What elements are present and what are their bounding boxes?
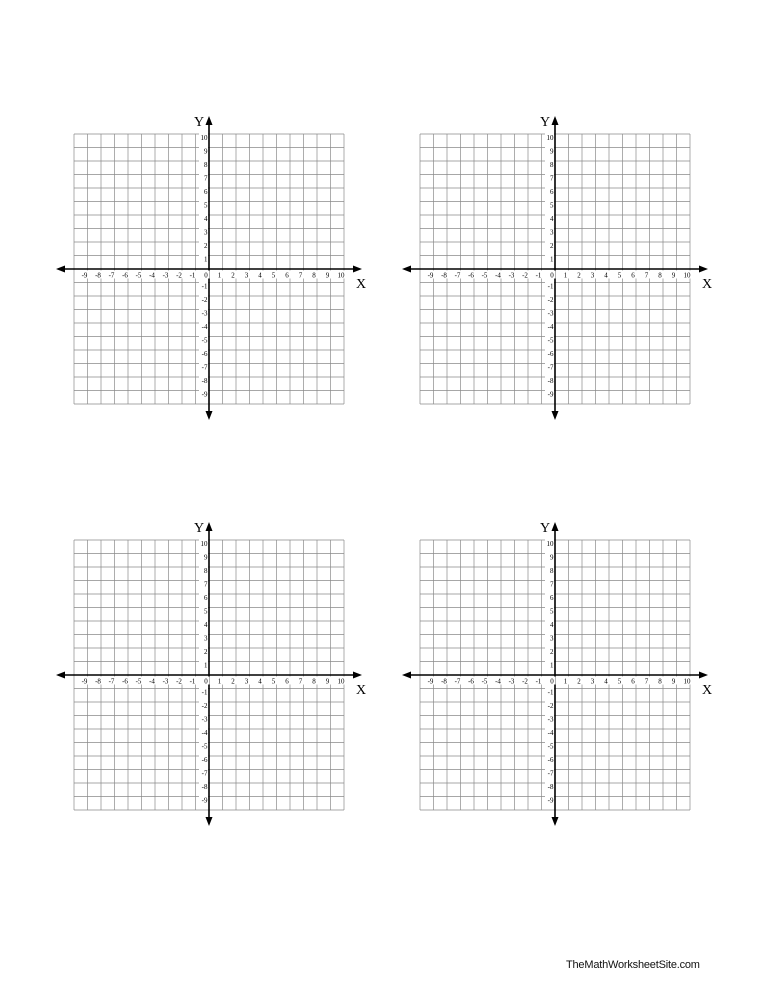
x-tick-label: 0	[550, 677, 554, 686]
x-tick-label: 5	[617, 271, 622, 280]
x-axis-label: X	[702, 683, 713, 698]
x-tick-label: 8	[658, 271, 662, 280]
y-tick-label: 10	[200, 540, 208, 548]
coordinate-grid-3	[56, 521, 366, 826]
y-tick-label: -3	[547, 715, 554, 724]
coordinate-grid-2	[402, 115, 712, 420]
x-axis-label: X	[356, 683, 367, 698]
x-tick-label: 2	[231, 677, 235, 686]
x-tick-label: -8	[95, 677, 101, 686]
y-tick-label: -4	[201, 729, 208, 737]
y-tick-label: -6	[201, 350, 208, 358]
x-tick-label: 8	[312, 677, 316, 686]
x-tick-label: 1	[217, 677, 222, 686]
y-tick-label: 5	[550, 201, 554, 210]
y-tick-label: 2	[550, 648, 554, 656]
x-tick-label: 1	[563, 677, 568, 686]
y-tick-label: 9	[204, 147, 208, 156]
x-tick-label: -2	[522, 271, 528, 280]
x-tick-label: -8	[441, 271, 447, 280]
y-tick-label: -6	[201, 756, 208, 764]
y-tick-label: 4	[204, 215, 208, 223]
x-tick-label: -7	[454, 271, 461, 280]
x-axis-left-arrow-icon	[56, 672, 65, 679]
y-tick-label: 1	[204, 255, 208, 264]
y-tick-label: 2	[204, 242, 208, 250]
x-tick-label: 4	[258, 271, 262, 280]
y-tick-label: 8	[204, 567, 208, 575]
x-tick-label: 4	[258, 677, 262, 686]
y-tick-label: -3	[201, 715, 208, 724]
x-tick-label: -9	[427, 677, 434, 686]
y-tick-label: 1	[550, 661, 554, 670]
y-tick-label: -1	[201, 688, 208, 697]
y-tick-label: -9	[547, 796, 554, 805]
x-axis-right-arrow-icon	[353, 672, 362, 679]
y-tick-label: 10	[200, 134, 208, 142]
y-tick-label: 3	[204, 634, 208, 643]
y-tick-label: 1	[550, 255, 554, 264]
y-tick-label: 9	[550, 553, 554, 562]
x-axis-left-arrow-icon	[402, 266, 411, 273]
y-axis-label: Y	[540, 115, 551, 130]
x-axis-label: X	[702, 277, 713, 292]
x-tick-label: -5	[481, 677, 488, 686]
y-tick-label: -2	[201, 296, 208, 304]
x-tick-label: -1	[189, 677, 196, 686]
y-tick-label: 1	[204, 661, 208, 670]
x-tick-label: 7	[644, 271, 649, 280]
y-tick-label: 5	[204, 201, 208, 210]
y-axis-up-arrow-icon	[552, 116, 559, 125]
x-axis-label: X	[356, 277, 367, 292]
y-tick-label: 6	[550, 188, 554, 196]
y-tick-label: -8	[201, 377, 208, 385]
y-tick-label: -9	[547, 390, 554, 399]
footer-credit: TheMathWorksheetSite.com	[566, 959, 700, 971]
y-tick-label: -2	[201, 702, 208, 710]
x-tick-label: -4	[495, 271, 501, 280]
y-tick-label: -3	[201, 309, 208, 318]
x-tick-label: -9	[81, 677, 88, 686]
x-tick-label: 8	[658, 677, 662, 686]
x-tick-label: 1	[217, 271, 222, 280]
x-tick-label: -7	[108, 271, 115, 280]
x-tick-label: -4	[495, 677, 501, 686]
y-tick-label: -8	[547, 377, 554, 385]
x-axis-right-arrow-icon	[699, 672, 708, 679]
y-axis-label: Y	[194, 115, 205, 130]
x-tick-label: -3	[162, 677, 169, 686]
y-tick-label: 9	[204, 553, 208, 562]
x-tick-label: -4	[149, 677, 155, 686]
x-tick-label: -3	[508, 677, 515, 686]
y-tick-label: 9	[550, 147, 554, 156]
y-tick-label: -5	[547, 336, 554, 345]
x-axis-right-arrow-icon	[353, 266, 362, 273]
y-tick-label: -9	[201, 390, 208, 399]
x-tick-label: 4	[604, 677, 608, 686]
x-tick-label: 9	[671, 271, 676, 280]
y-tick-label: 3	[204, 228, 208, 237]
x-tick-label: -8	[95, 271, 101, 280]
x-tick-label: 2	[577, 271, 581, 280]
y-tick-label: 6	[550, 594, 554, 602]
x-tick-label: 2	[231, 271, 235, 280]
y-tick-label: 7	[550, 174, 554, 183]
x-tick-label: 9	[325, 271, 330, 280]
y-tick-label: -4	[201, 323, 208, 331]
y-tick-label: -3	[547, 309, 554, 318]
y-axis-down-arrow-icon	[206, 817, 213, 826]
y-tick-label: 5	[204, 607, 208, 616]
y-tick-label: -5	[201, 336, 208, 345]
coordinate-grid-4	[402, 521, 712, 826]
x-tick-label: -5	[135, 271, 142, 280]
x-tick-label: 0	[204, 271, 208, 280]
y-tick-label: 6	[204, 188, 208, 196]
y-tick-label: -9	[201, 796, 208, 805]
y-axis-down-arrow-icon	[552, 411, 559, 420]
y-tick-label: 6	[204, 594, 208, 602]
x-tick-label: 3	[590, 271, 595, 280]
y-tick-label: -5	[201, 742, 208, 751]
x-tick-label: 4	[604, 271, 608, 280]
y-tick-label: -6	[547, 756, 554, 764]
x-tick-label: 8	[312, 271, 316, 280]
x-tick-label: 5	[271, 677, 276, 686]
x-tick-label: 7	[298, 677, 303, 686]
x-tick-label: 0	[550, 271, 554, 280]
x-tick-label: -3	[162, 271, 169, 280]
y-tick-label: 7	[550, 580, 554, 589]
x-tick-label: 10	[337, 677, 345, 686]
y-tick-label: -4	[547, 729, 554, 737]
y-tick-label: 4	[550, 215, 554, 223]
coordinate-grid-1	[56, 115, 366, 420]
y-tick-label: -7	[201, 363, 208, 372]
x-tick-label: -7	[108, 677, 115, 686]
x-axis-right-arrow-icon	[699, 266, 708, 273]
x-tick-label: 3	[244, 271, 249, 280]
x-tick-label: 0	[204, 677, 208, 686]
x-tick-label: -6	[122, 271, 128, 280]
x-axis-left-arrow-icon	[56, 266, 65, 273]
x-tick-label: 6	[285, 271, 289, 280]
y-axis-up-arrow-icon	[206, 116, 213, 125]
x-tick-label: -6	[122, 677, 128, 686]
x-tick-label: -6	[468, 677, 474, 686]
y-tick-label: -1	[201, 282, 208, 291]
x-tick-label: -3	[508, 271, 515, 280]
x-tick-label: 6	[631, 271, 635, 280]
y-tick-label: -7	[547, 363, 554, 372]
y-tick-label: -6	[547, 350, 554, 358]
x-tick-label: -1	[189, 271, 196, 280]
x-tick-label: 10	[683, 271, 691, 280]
x-tick-label: 5	[271, 271, 276, 280]
x-tick-label: -1	[535, 271, 542, 280]
x-tick-label: -2	[176, 677, 182, 686]
x-tick-label: -2	[176, 271, 182, 280]
y-tick-label: 5	[550, 607, 554, 616]
x-tick-label: 7	[644, 677, 649, 686]
x-tick-label: -5	[481, 271, 488, 280]
x-tick-label: 6	[631, 677, 635, 686]
y-tick-label: 8	[550, 161, 554, 169]
y-tick-label: -7	[201, 769, 208, 778]
y-tick-label: -2	[547, 296, 554, 304]
y-axis-down-arrow-icon	[552, 817, 559, 826]
x-tick-label: 6	[285, 677, 289, 686]
y-tick-label: -5	[547, 742, 554, 751]
y-tick-label: -8	[547, 783, 554, 791]
x-tick-label: -7	[454, 677, 461, 686]
y-tick-label: 8	[204, 161, 208, 169]
x-axis-left-arrow-icon	[402, 672, 411, 679]
x-tick-label: 10	[337, 271, 345, 280]
x-tick-label: 3	[590, 677, 595, 686]
y-tick-label: 3	[550, 228, 554, 237]
x-tick-label: -1	[535, 677, 542, 686]
y-tick-label: -1	[547, 282, 554, 291]
y-tick-label: -1	[547, 688, 554, 697]
y-tick-label: 10	[546, 540, 554, 548]
x-tick-label: -9	[427, 271, 434, 280]
y-tick-label: -4	[547, 323, 554, 331]
y-axis-label: Y	[540, 521, 551, 536]
x-tick-label: 9	[671, 677, 676, 686]
x-tick-label: -9	[81, 271, 88, 280]
x-tick-label: 1	[563, 271, 568, 280]
y-tick-label: -8	[201, 783, 208, 791]
y-axis-down-arrow-icon	[206, 411, 213, 420]
x-tick-label: 7	[298, 271, 303, 280]
x-tick-label: 3	[244, 677, 249, 686]
y-tick-label: 8	[550, 567, 554, 575]
x-tick-label: -5	[135, 677, 142, 686]
y-tick-label: 10	[546, 134, 554, 142]
x-tick-label: 2	[577, 677, 581, 686]
y-tick-label: 4	[550, 621, 554, 629]
y-axis-up-arrow-icon	[206, 522, 213, 531]
y-tick-label: 4	[204, 621, 208, 629]
x-tick-label: -6	[468, 271, 474, 280]
y-tick-label: 3	[550, 634, 554, 643]
y-tick-label: -7	[547, 769, 554, 778]
x-tick-label: -8	[441, 677, 447, 686]
x-tick-label: -2	[522, 677, 528, 686]
y-tick-label: 2	[204, 648, 208, 656]
x-tick-label: -4	[149, 271, 155, 280]
x-tick-label: 10	[683, 677, 691, 686]
x-tick-label: 5	[617, 677, 622, 686]
y-axis-up-arrow-icon	[552, 522, 559, 531]
y-tick-label: 2	[550, 242, 554, 250]
y-axis-label: Y	[194, 521, 205, 536]
y-tick-label: 7	[204, 174, 208, 183]
x-tick-label: 9	[325, 677, 330, 686]
y-tick-label: -2	[547, 702, 554, 710]
y-tick-label: 7	[204, 580, 208, 589]
